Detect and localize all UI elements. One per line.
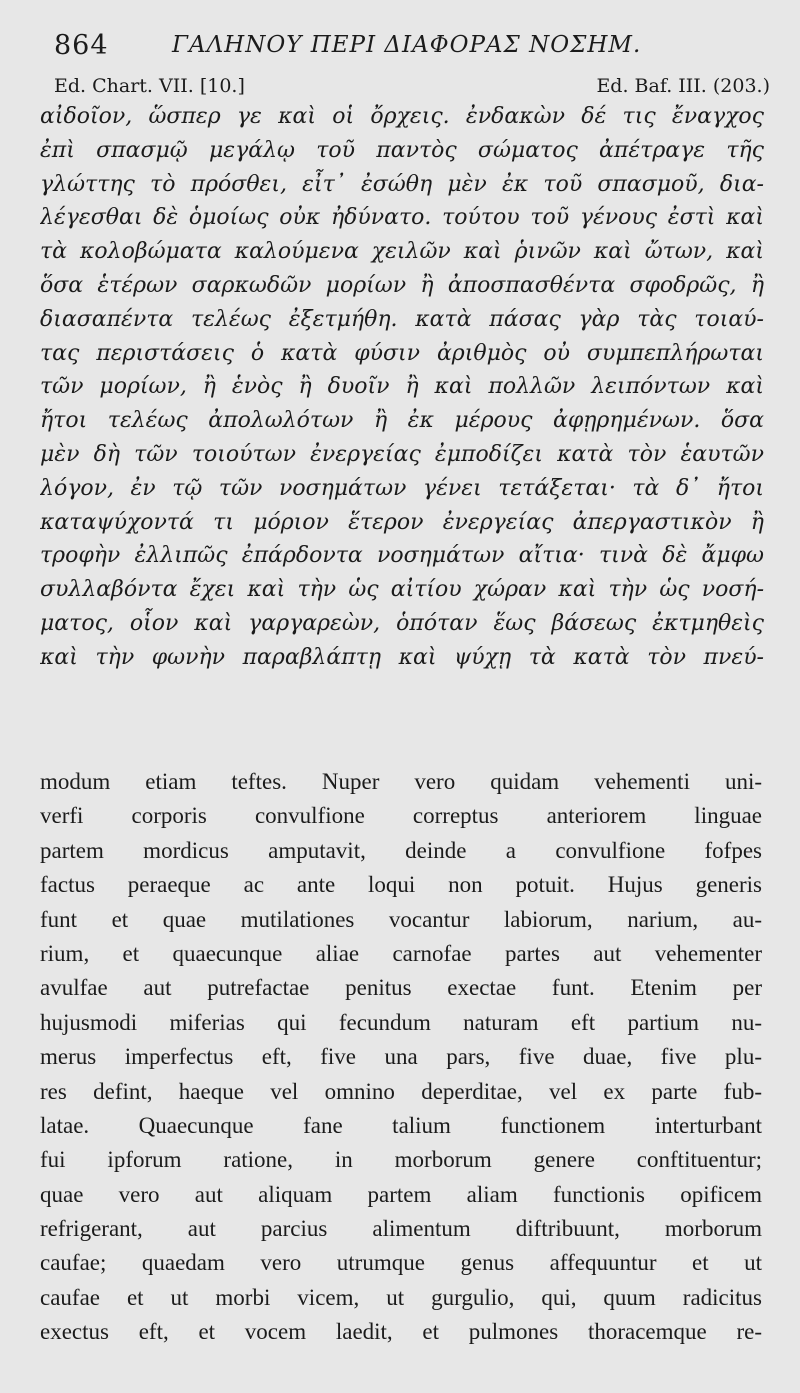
- latin-line: partem mordicus amputavit, deinde a convulfione fofpes: [40, 837, 762, 863]
- greek-line: τῶν μορίων, ἢ ἑνὸς ἢ δυοῖν ἢ καὶ πολλῶν λειπόντων καὶ: [40, 374, 764, 400]
- greek-line: τὰ κολοβώματα καλούμενα χειλῶν καὶ ῥινῶν καὶ ὤτων, καὶ: [40, 239, 764, 265]
- edition-chartier: Ed. Chart. VII. [10.]: [54, 75, 245, 97]
- greek-line: ὅσα ἑτέρων σαρκωδῶν μορίων ἢ ἀποσπασθέντα σφοδρῶς, ἢ: [40, 272, 764, 298]
- latin-line: fui ipforum ratione, in morborum genere conftituentur;: [40, 1147, 762, 1173]
- latin-line: exectus eft, et vocem laedit, et pulmones thoracemque re-: [40, 1319, 762, 1345]
- latin-text-block: [40, 765, 762, 1350]
- greek-text-block: [40, 100, 764, 675]
- latin-line: hujusmodi miferias qui fecundum naturam eft partium nu-: [40, 1009, 762, 1035]
- page-number: 864: [54, 30, 109, 61]
- greek-line: μὲν δὴ τῶν τοιούτων ἐνεργείας ἐμποδίζει κατὰ τὸν ἑαυτῶν: [40, 441, 764, 467]
- greek-line: τροφὴν ἐλλιπῶς ἐπάρδοντα νοσημάτων αἴτια· τινὰ δὲ ἄμφω: [40, 543, 764, 569]
- greek-line: λέγεσθαι δὲ ὁμοίως οὐκ ἠδύνατο. τούτου τοῦ γένους ἐστὶ καὶ: [40, 205, 764, 231]
- latin-line: avulfae aut putrefactae penitus exectae funt. Etenim per: [40, 975, 762, 1001]
- latin-line: res defint, haeque vel omnino deperditae, vel ex parte fub-: [40, 1078, 762, 1104]
- latin-line: funt et quae mutilationes vocantur labiorum, narium, au-: [40, 906, 762, 932]
- latin-line: factus peraeque ac ante loqui non potuit. Hujus generis: [40, 872, 762, 898]
- page-header: [54, 30, 770, 64]
- greek-line: ἤτοι τελέως ἀπολωλότων ἢ ἐκ μέρους ἀφῃρημένων. ὅσα: [40, 408, 764, 434]
- greek-line: λόγον, ἐν τῷ τῶν νοσημάτων γένει τετάξεται· τὰ δ᾽ ἤτοι: [40, 475, 764, 501]
- latin-line: caufae; quaedam vero utrumque genus affequuntur et ut: [40, 1250, 762, 1276]
- latin-line: refrigerant, aut parcius alimentum diftribuunt, morborum: [40, 1216, 762, 1242]
- greek-line: καταψύχοντά τι μόριον ἕτερον ἐνεργείας ἀπεργαστικὸν ἢ: [40, 509, 764, 535]
- latin-line: verfi corporis convulfione correptus anteriorem linguae: [40, 803, 762, 829]
- latin-line: quae vero aut aliquam partem aliam functionis opificem: [40, 1181, 762, 1207]
- latin-line: caufae et ut morbi vicem, ut gurgulio, qui, quum radicitus: [40, 1284, 762, 1310]
- greek-line: ἐπὶ σπασμῷ μεγάλῳ τοῦ παντὸς σώματος ἀπέτραγε τῆς: [40, 137, 764, 163]
- greek-line: ματος, οἷον καὶ γαργαρεὼν, ὁπόταν ἕως βάσεως ἐκτμηθεὶς: [40, 610, 764, 636]
- greek-line: διασαπέντα τελέως ἐξετμήθη. κατὰ πάσας γὰρ τὰς τοιαύ-: [40, 306, 764, 332]
- greek-line: συλλαβόντα ἔχει καὶ τὴν ὡς αἰτίου χώραν καὶ τὴν ὡς νοσή-: [40, 577, 764, 603]
- greek-line: αἰδοῖον, ὥσπερ γε καὶ οἱ ὄρχεις. ἐνδακὼν δέ τις ἔναγχος: [40, 104, 764, 129]
- latin-line: latae. Quaecunque fane talium functionem interturbant: [40, 1112, 762, 1138]
- greek-line: τας περιστάσεις ὁ κατὰ φύσιν ἀριθμὸς οὐ συμπεπλήρωται: [40, 340, 764, 366]
- greek-line: καὶ τὴν φωνὴν παραβλάπτῃ καὶ ψύχῃ τὰ κατὰ τὸν πνεύ-: [40, 644, 764, 670]
- latin-line: modum etiam teftes. Nuper vero quidam vehementi uni-: [40, 769, 762, 794]
- edition-basel: Ed. Baf. III. (203.): [596, 75, 770, 97]
- latin-line: merus imperfectus eft, five una pars, five duae, five plu-: [40, 1044, 762, 1070]
- running-title: ΓΑΛΗΝΟΥ ΠΕΡΙ ΔΙΑΦΟΡΑΣ ΝΟΣΗΜ.: [172, 32, 642, 58]
- latin-line: rium, et quaecunque aliae carnofae partes aut vehementer: [40, 940, 762, 966]
- greek-line: γλώττης τὸ πρόσθει, εἶτ᾽ ἐσώθη μὲν ἐκ τοῦ σπασμοῦ, δια-: [40, 171, 764, 197]
